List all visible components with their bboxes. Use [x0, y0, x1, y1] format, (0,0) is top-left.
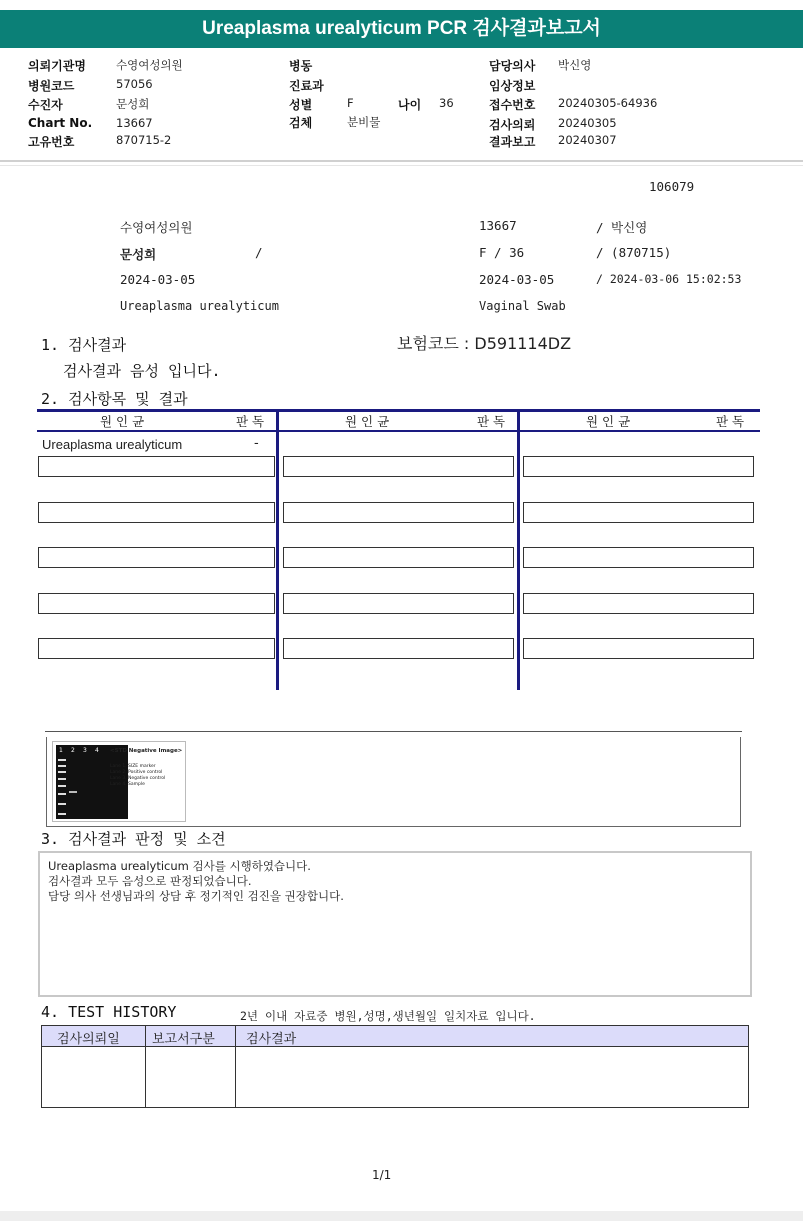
sex-label: 성별	[289, 98, 313, 112]
patient-label: 수진자	[28, 98, 63, 112]
doctor-value: 박신영	[558, 58, 592, 72]
result-field	[283, 638, 514, 659]
page-number: 1/1	[372, 1168, 392, 1182]
chart-label: Chart No.	[28, 116, 93, 130]
page-bottom-bar	[0, 1211, 803, 1221]
history-body	[41, 1046, 749, 1108]
marker-band	[58, 785, 66, 787]
marker-band	[58, 803, 66, 805]
section1-result: 검사결과 음성 입니다.	[63, 362, 221, 380]
opinion-line-1: Ureaplasma urealyticum 검사를 시행하였습니다.	[48, 859, 311, 873]
marker-band	[58, 813, 66, 815]
col2-judge-header: 판 독	[477, 414, 506, 429]
patient-value: 문성희	[116, 97, 150, 111]
report-title: Ureaplasma urealyticum PCR 검사결과보고서	[202, 18, 601, 39]
specimen-label: 검체	[289, 116, 313, 130]
gel-legend-4: Lane 4. Sample	[110, 782, 145, 787]
request-label: 검사의뢰	[489, 118, 536, 132]
marker-band	[58, 778, 66, 780]
result-field	[523, 593, 754, 614]
opinion-line-2: 검사결과 모두 음성으로 판정되었습니다.	[48, 874, 252, 888]
info-doctor: / 박신영	[596, 220, 648, 235]
row1-pathogen: Ureaplasma urealyticum	[42, 437, 183, 452]
result-field	[283, 502, 514, 523]
report-label: 결과보고	[489, 135, 536, 149]
result-field	[283, 547, 514, 568]
history-col-result: 검사결과	[246, 1032, 297, 1047]
section4-title: 4. TEST HISTORY	[41, 1003, 177, 1021]
result-field	[523, 547, 754, 568]
table-col-divider-1	[276, 409, 279, 690]
section2-title: 2. 검사항목 및 결과	[41, 390, 188, 408]
info-test-name: Ureaplasma urealyticum	[120, 299, 279, 313]
report-title-bar	[0, 10, 803, 48]
age-label: 나이	[398, 98, 422, 112]
history-col-request-date: 검사의뢰일	[57, 1032, 120, 1047]
clinical-label: 임상정보	[489, 79, 536, 93]
lane-1-label: 1	[59, 747, 63, 754]
doctor-label: 담당의사	[489, 59, 536, 73]
history-col-report-type: 보고서구분	[152, 1032, 215, 1047]
receipt-value: 20240305-64936	[558, 96, 658, 110]
marker-band	[58, 771, 66, 773]
result-field	[38, 502, 275, 523]
info-slash: /	[255, 245, 263, 260]
info-sex-age: F / 36	[479, 245, 525, 260]
insurance-code: 보험코드 : D591114DZ	[397, 334, 572, 353]
sex-value: F	[347, 96, 354, 110]
reference-number: 106079	[649, 179, 695, 194]
result-field	[283, 456, 514, 477]
result-field	[38, 547, 275, 568]
specimen-value: 분비물	[347, 115, 381, 129]
table-header-border	[37, 430, 760, 432]
table-top-border	[37, 409, 760, 412]
col2-pathogen-header: 원 인 균	[345, 414, 390, 429]
col3-pathogen-header: 원 인 균	[586, 414, 631, 429]
gel-legend-1: Lane 1. SIZE marker	[110, 764, 156, 769]
header-divider	[0, 160, 803, 162]
request-value: 20240305	[558, 116, 617, 130]
unique-label: 고유번호	[28, 135, 75, 149]
unique-value: 870715-2	[116, 133, 172, 147]
section1-title: 1. 검사결과	[41, 336, 127, 354]
chart-value: 13667	[116, 116, 153, 130]
lane-2-label: 2	[71, 747, 75, 754]
image-top-rule	[45, 731, 742, 732]
result-field	[38, 593, 275, 614]
gel-title: <STD Negative Image>	[110, 748, 183, 754]
result-field	[523, 502, 754, 523]
info-chart: 13667	[479, 218, 517, 233]
report-value: 20240307	[558, 133, 617, 147]
result-field	[38, 638, 275, 659]
col1-pathogen-header: 원 인 균	[100, 414, 145, 429]
code-value: 57056	[116, 77, 153, 91]
result-field	[283, 593, 514, 614]
ward-label: 병동	[289, 59, 313, 73]
lane-3-label: 3	[83, 747, 87, 754]
marker-band	[58, 759, 66, 761]
dept-label: 진료과	[289, 79, 324, 93]
info-patient: 문성희	[120, 247, 157, 262]
gel-legend-3: Lane 3. Negative control	[110, 776, 166, 781]
section3-title: 3. 검사결과 판정 및 소견	[41, 830, 226, 848]
col3-judge-header: 판 독	[716, 414, 745, 429]
result-field	[38, 456, 275, 477]
result-field	[523, 638, 754, 659]
positive-control-band	[69, 791, 77, 793]
marker-band	[58, 793, 66, 795]
info-hospital: 수영여성의원	[120, 220, 193, 235]
marker-band	[58, 765, 66, 767]
hospital-label: 의뢰기관명	[28, 59, 86, 73]
history-col-divider-1	[145, 1025, 146, 1108]
hospital-value: 수영여성의원	[116, 58, 183, 72]
age-value: 36	[439, 96, 454, 110]
info-request-date: 2024-03-05	[120, 272, 196, 287]
col1-judge-header: 판 독	[236, 414, 265, 429]
row1-result: -	[254, 436, 259, 451]
opinion-line-3: 담당 의사 선생님과의 상담 후 정기적인 검진을 권장합니다.	[48, 889, 344, 903]
lane-4-label: 4	[95, 747, 99, 754]
history-header	[41, 1025, 749, 1047]
result-field	[523, 456, 754, 477]
code-label: 병원코드	[28, 79, 75, 93]
header-divider-shadow	[0, 165, 803, 166]
info-birth: / (870715)	[596, 245, 672, 260]
gel-legend-2: Lane 2. Positive control	[110, 770, 163, 775]
receipt-label: 접수번호	[489, 98, 536, 112]
history-note: 2년 이내 자료중 병원,성명,생년월일 일치자료 입니다.	[240, 1009, 536, 1023]
table-col-divider-2	[517, 409, 520, 690]
history-col-divider-2	[235, 1025, 236, 1108]
info-report-datetime: / 2024-03-06 15:02:53	[596, 272, 742, 286]
info-specimen: Vaginal Swab	[479, 299, 566, 313]
info-receipt-date: 2024-03-05	[479, 272, 555, 287]
